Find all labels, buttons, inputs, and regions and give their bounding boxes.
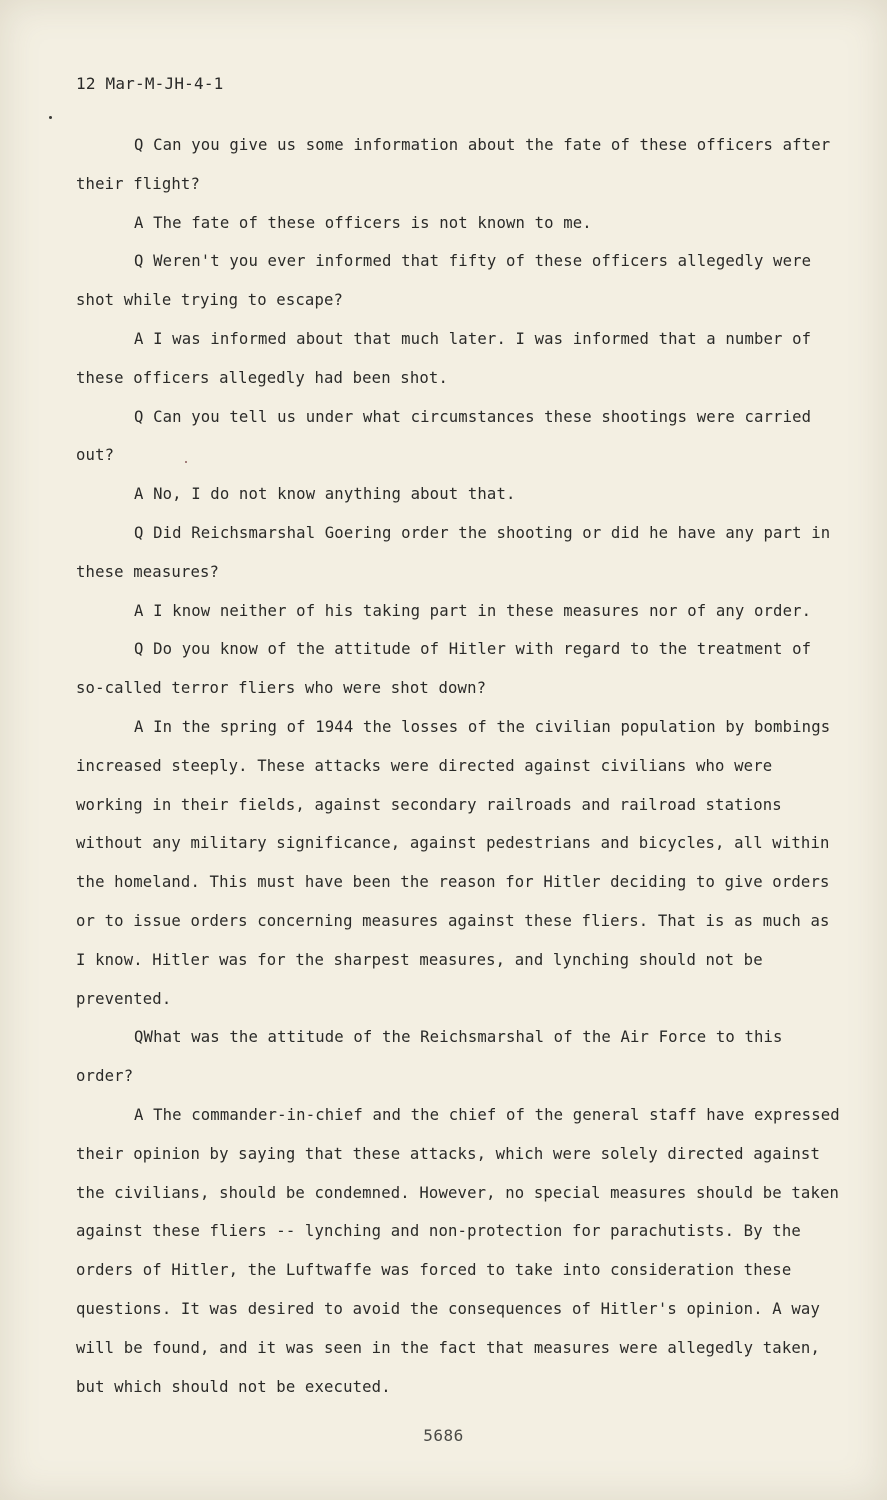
document-header: 12 Mar-M-JH-4-1 (76, 74, 224, 93)
transcript-paragraph: A No, I do not know anything about that. (134, 485, 516, 504)
transcript-paragraph: Q Can you give us some information about the fate of these officers after their flight? (76, 136, 831, 193)
transcript-paragraph: Q Did Reichsmarshal Goering order the shooting or did he have any part in these measures? (76, 523, 831, 581)
transcript-paragraph: Q Can you tell us under what circumstances these shootings were carried out? (76, 407, 812, 465)
transcript-paragraph: A In the spring of 1944 the losses of the civilian population by bombings increased steeply. These attacks were directed against civilians who were working in their fields, against secondary railroads and railroad stations without any military significance, against pedestrians and bicycles, all within the homeland. This must have been the reason for Hitler deciding to give orders or to issue orders concerning measures against these fliers. That is as much as I know. Hitler was for the sharpest measures, and lynching should not be prevented. (76, 717, 831, 1008)
transcript-paragraph: QWhat was the attitude of the Reichsmarshal of the Air Force to this order? (76, 1028, 783, 1086)
transcript-paragraph: Q Weren't you ever informed that fifty of these officers allegedly were shot while trying to escape? (76, 252, 812, 310)
transcript-paragraph: A I know neither of his taking part in these measures nor of any order. (134, 601, 812, 620)
ink-speck (49, 116, 52, 119)
page-number: 5686 (423, 1426, 464, 1445)
transcript-paragraph: A The commander-in-chief and the chief of the general staff have expressed their opinion by saying that these attacks, which were solely directed against the civilians, should be condemned. However, no special measures should be taken against these fliers -- lynching and non-protection for parachutists. By the orders of Hitler, the Luftwaffe was forced to take into consideration these questions. It was desired to avoid the consequences of Hitler's opinion. A way will be found, and it was seen in the fact that measures were allegedly taken, but which should not be executed. (76, 1105, 840, 1396)
transcript-paragraph: A The fate of these officers is not known to me. (134, 213, 592, 232)
transcript-paragraph: A I was informed about that much later. I was informed that a number of these officers allegedly had been shot. (76, 329, 812, 387)
transcript-body (76, 126, 846, 1406)
transcript-paragraph: Q Do you know of the attitude of Hitler with regard to the treatment of so-called terror fliers who were shot down? (76, 640, 812, 698)
